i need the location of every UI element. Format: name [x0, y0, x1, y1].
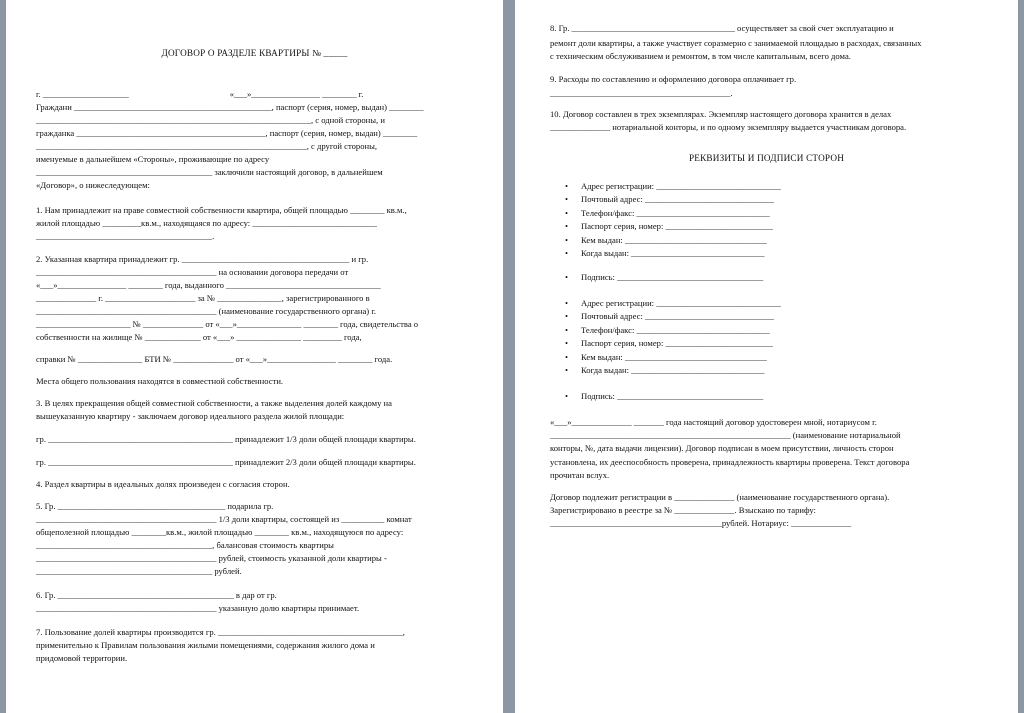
clause-6: 6. Гр. _________________________________________ в дар от гр. [36, 590, 277, 600]
p1-line: _________________________________________ рублей. [36, 566, 242, 576]
p1-line: __________________________________________ указанную долю квартиры принимает. [36, 603, 360, 613]
p1-line: __________________________________________ на основании договора передачи от [36, 267, 349, 277]
p2-line: ______________ нотариальной конторы, и по одному экземпляру выдается участникам договора. [550, 122, 907, 132]
party1-issue-date: • Когда выдан: _______________________________ [581, 247, 764, 260]
document-page-1 [6, 0, 503, 713]
p1-line: собственности на жилище № _____________ от «___» _______________ _________ года, [36, 332, 362, 342]
p1-line: ______________________ № ______________ от «___»_______________ ________ года, свидетельства о [36, 319, 419, 329]
party1-registration-address: • Адрес регистрации: _____________________________ [581, 180, 781, 193]
p1-line: г. ____________________ «___»________________ ________ г. [36, 89, 364, 99]
p1-line: придомовой территории. [36, 653, 128, 663]
document-page-2 [515, 0, 1018, 713]
party2-signature: • Подпись: __________________________________ [581, 390, 763, 403]
p1-line: жилой площадью _________кв.м., находящаяся по адресу: _____________________________ [36, 218, 377, 228]
p1-line: ______________ г. _____________________ за № _______________, зарегистрированного в [36, 293, 370, 303]
party1-postal-address: • Почтовый адрес: ______________________________ [581, 193, 774, 206]
registration-line: Договор подлежит регистрации в ______________ (наименование государственного органа). [550, 492, 890, 502]
p1-line: __________________________________________ 1/3 доли квартиры, состоящей из __________ комнат [36, 514, 412, 524]
notary-line: «___»______________ _______ года настоящий договор удостоверен мной, нотариусом г. [550, 417, 877, 427]
p2-line: ремонт доли квартиры, а также участвует соразмерно с занимаемой площадью в расходах, связанных [550, 38, 922, 48]
clause-8: 8. Гр. ______________________________________ осуществляет за свой счет эксплуатацию и [550, 23, 894, 33]
clause-4: 4. Раздел квартиры в идеальных долях произведен с согласия сторон. [36, 479, 290, 489]
p1-line: _________________________________________ заключили настоящий договор, в дальнейшем [36, 167, 383, 177]
party1-signature: • Подпись: __________________________________ [581, 271, 763, 284]
party2-postal-address: • Почтовый адрес: ______________________________ [581, 310, 774, 323]
clause-1: 1. Нам принадлежит на праве совместной собственности квартира, общей площадью ________ кв.м., [36, 205, 407, 215]
p1-line: общеполезной площадью ________кв.м., жилой площадью ________ кв.м., находящуюся по адресу: [36, 527, 404, 537]
p1-line: Места общего пользования находятся в совместной собственности. [36, 376, 284, 386]
p1-line: __________________________________________ рублей, стоимость указанной доли квартиры - [36, 553, 387, 563]
p1-line: вышеуказанную квартиру - заключаем договор идеального раздела жилой площади: [36, 411, 345, 421]
p1-line: _______________________________________________________________, с другой стороны, [36, 141, 378, 151]
p1-line: Граждани ______________________________________________, паспорт (серия, номер, выдан) ________ [36, 102, 424, 112]
notary-line: конторы, №, дата выдачи лицензии). Договор подписан в моем присутствии, личность сторон [550, 443, 894, 453]
p2-line: __________________________________________. [550, 88, 733, 98]
p2-line: с техническим обслуживанием и ремонтом, в том числе капитальным, всего дома. [550, 51, 851, 61]
notary-line: установлена, их дееспособность проверена, принадлежность квартиры проверена. Текст договора [550, 457, 910, 467]
p1-line: «___»________________ ________ года, выданного ____________________________________ [36, 280, 381, 290]
notary-line: прочитан вслух. [550, 470, 610, 480]
party2-passport: • Паспорт серия, номер: _________________________ [581, 337, 773, 350]
clause-3: 3. В целях прекращения общей совместной собственности, а также выделения долей каждому на [36, 398, 392, 408]
party2-phone-fax: • Телефон/факс: _______________________________ [581, 324, 770, 337]
p1-line: гражданка ____________________________________________, паспорт (серия, номер, выдан) ________ [36, 128, 418, 138]
p1-line: «Договор», о нижеследующем: [36, 180, 150, 190]
notary-line: ________________________________________________________ (наименование нотариальной [550, 430, 901, 440]
p1-line: _________________________________________. [36, 231, 215, 241]
clause-2: 2. Указанная квартира принадлежит гр. _______________________________________ и гр. [36, 254, 369, 264]
share-2-3: гр. ___________________________________________ принадлежит 2/3 доли общей площади квартиры. [36, 457, 416, 467]
clause-9: 9. Расходы по составлению и оформлению договора оплачивает гр. [550, 74, 797, 84]
party1-passport: • Паспорт серия, номер: _________________________ [581, 220, 773, 233]
party2-issue-date: • Когда выдан: _______________________________ [581, 364, 764, 377]
requisites-title: РЕКВИЗИТЫ И ПОДПИСИ СТОРОН [688, 153, 845, 163]
p1-line: справки № _______________ БТИ № ______________ от «___»________________ ________ года. [36, 354, 393, 364]
party1-phone-fax: • Телефон/факс: _______________________________ [581, 207, 770, 220]
clause-7: 7. Пользование долей квартиры производится гр. ___________________________________________, [36, 627, 405, 637]
clause-10: 10. Договор составлен в трех экземплярах. Экземпляр настоящего договора хранится в делах [550, 109, 892, 119]
party1-issued-by: • Кем выдан: _________________________________ [581, 234, 767, 247]
party2-issued-by: • Кем выдан: _________________________________ [581, 351, 767, 364]
p1-line: именуемые в дальнейшем «Стороны», проживающие по адресу [36, 154, 270, 164]
clause-5: 5. Гр. _______________________________________ подарила гр. [36, 501, 274, 511]
share-1-3: гр. ___________________________________________ принадлежит 1/3 доли общей площади квартиры. [36, 434, 416, 444]
contract-title: ДОГОВОР О РАЗДЕЛЕ КВАРТИРЫ № _____ [161, 48, 348, 58]
p1-line: применительно к Правилам пользования жилыми помещениями, содержания жилого дома и [36, 640, 375, 650]
party2-registration-address: • Адрес регистрации: _____________________________ [581, 297, 781, 310]
p1-line: _________________________________________, балансовая стоимость квартиры [36, 540, 334, 550]
registry-line: Зарегистрировано в реестре за № ______________. Взыскано по тарифу: [550, 505, 816, 515]
p1-line: __________________________________________ (наименование государственного органа) г. [36, 306, 377, 316]
tariff-line: ________________________________________рублей. Нотариус: ______________ [550, 518, 852, 528]
p1-line: ________________________________________________________________, с одной стороны, и [36, 115, 385, 125]
